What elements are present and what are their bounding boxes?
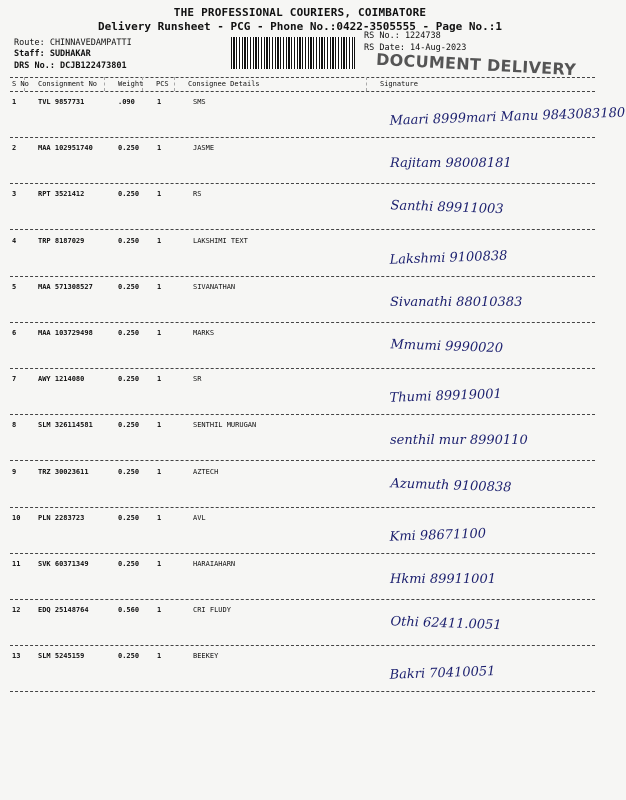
row-consignee: HARAIAHARN	[193, 560, 236, 568]
row-consignment-no: RPT 3521412	[38, 190, 85, 199]
row-divider	[10, 507, 595, 508]
row-sno: 12	[12, 606, 21, 615]
row-weight: 0.250	[118, 375, 140, 384]
row-sno: 9	[12, 467, 17, 476]
row-divider	[10, 322, 595, 323]
document-delivery-stamp: DOCUMENT DELIVERY	[375, 49, 577, 80]
row-pcs: 1	[157, 467, 162, 476]
row-pcs: 1	[157, 375, 162, 384]
row-consignee: LAKSHIMI TEXT	[193, 236, 248, 245]
row-divider	[10, 276, 595, 277]
row-weight: 0.250	[118, 421, 140, 430]
row-signature: Azumuth 9100838	[390, 475, 512, 496]
col-divider	[104, 77, 105, 91]
row-weight: 0.250	[118, 467, 140, 476]
col-divider	[24, 77, 25, 91]
row-consignment-no: SLM 326114581	[38, 421, 93, 430]
row-pcs: 1	[157, 606, 162, 615]
row-signature: Kmi 98671100	[389, 526, 487, 545]
row-sno: 1	[12, 98, 17, 106]
row-consignee: AZTECH	[193, 467, 219, 476]
row-signature: Thumi 89919001	[389, 387, 503, 406]
col-pcs: PCS	[156, 80, 169, 88]
row-divider	[10, 368, 595, 369]
row-consignment-no: EDQ 25148764	[38, 606, 89, 615]
row-pcs: 1	[157, 236, 162, 245]
row-consignment-no: TVL 9857731	[38, 98, 85, 106]
row-divider	[10, 460, 595, 461]
col-consignee: Consignee Details	[188, 80, 260, 88]
row-pcs: 1	[157, 282, 162, 291]
row-divider	[10, 137, 595, 138]
row-consignment-no: PLN 2283723	[38, 513, 85, 522]
row-consignment-no: TRZ 30023611	[38, 467, 89, 476]
row-consignee: RS	[193, 190, 202, 199]
row-signature: Bakri 70410051	[389, 664, 496, 684]
header-bottom-rule	[10, 91, 595, 92]
drs-number: DRS No.: DCJB122473801	[14, 61, 127, 71]
row-consignee: MARKS	[193, 329, 215, 337]
row-divider	[10, 553, 595, 554]
row-sno: 3	[12, 190, 17, 199]
row-weight: 0.250	[118, 560, 140, 568]
row-consignment-no: MAA 571308527	[38, 282, 93, 291]
barcode	[231, 37, 355, 69]
col-weight: Weight	[118, 80, 144, 88]
row-weight: .090	[118, 98, 135, 106]
col-divider	[366, 77, 367, 91]
row-consignee: SENTHIL MURUGAN	[193, 421, 257, 430]
row-signature: Maari 8999mari Manu 9843083180	[389, 105, 626, 129]
row-consignee: SIVANATHAN	[193, 282, 236, 291]
col-sno: S No	[12, 80, 29, 88]
row-divider	[10, 183, 595, 184]
row-pcs: 1	[157, 652, 162, 661]
row-consignee: CRI FLUDY	[193, 606, 231, 615]
row-consignee: SMS	[193, 98, 206, 106]
row-sno: 4	[12, 236, 17, 245]
row-sno: 5	[12, 282, 17, 291]
row-sno: 6	[12, 329, 17, 337]
row-sno: 10	[12, 513, 21, 522]
col-divider	[142, 77, 143, 91]
row-pcs: 1	[157, 329, 162, 337]
row-divider	[10, 599, 595, 600]
company-title: THE PROFESSIONAL COURIERS, COIMBATORE	[173, 6, 427, 19]
row-signature: Othi 62411.0051	[390, 614, 502, 634]
rs-number: RS No.: 1224738	[364, 31, 441, 41]
row-consignee: JASME	[193, 144, 215, 153]
row-pcs: 1	[157, 513, 162, 522]
row-sno: 7	[12, 375, 17, 384]
col-consignment: Consignment No	[38, 80, 98, 88]
row-consignee: SR	[193, 375, 202, 384]
row-signature: Hkmi 89911001	[390, 572, 496, 587]
row-weight: 0.250	[118, 144, 140, 153]
row-divider	[10, 691, 595, 692]
staff-label: Staff: SUDHAKAR	[14, 49, 91, 59]
row-weight: 0.250	[118, 282, 140, 291]
row-consignment-no: SVK 60371349	[38, 560, 89, 568]
row-weight: 0.250	[118, 236, 140, 245]
row-sno: 13	[12, 652, 21, 661]
row-signature: Rajitam 98008181	[390, 156, 512, 172]
row-signature: Santhi 89911003	[390, 198, 504, 218]
row-weight: 0.250	[118, 513, 140, 522]
row-divider	[10, 229, 595, 230]
row-consignment-no: TRP 8187029	[38, 236, 85, 245]
row-weight: 0.250	[118, 652, 140, 661]
row-weight: 0.250	[118, 190, 140, 199]
row-consignee: BEEKEY	[193, 652, 219, 661]
row-consignment-no: MAA 103729498	[38, 329, 93, 337]
column-header-row	[10, 77, 595, 91]
row-pcs: 1	[157, 98, 162, 106]
row-signature: Mmumi 9990020	[390, 337, 504, 357]
row-pcs: 1	[157, 144, 162, 153]
row-sno: 2	[12, 144, 17, 153]
row-pcs: 1	[157, 560, 162, 568]
row-sno: 8	[12, 421, 17, 430]
row-signature: Sivanathi 88010383	[390, 294, 523, 310]
row-consignment-no: AWY 1214080	[38, 375, 85, 384]
row-consignee: AVL	[193, 513, 206, 522]
row-consignment-no: MAA 102951740	[38, 144, 93, 153]
row-sno: 11	[12, 560, 21, 568]
row-weight: 0.560	[118, 606, 140, 615]
row-divider	[10, 645, 595, 646]
row-pcs: 1	[157, 190, 162, 199]
row-pcs: 1	[157, 421, 162, 430]
route-label: Route: CHINNAVEDAMPATTI	[14, 38, 132, 48]
col-divider	[174, 77, 175, 91]
rs-date: RS Date: 14-Aug-2023	[364, 43, 467, 53]
row-signature: senthil mur 8990110	[390, 433, 528, 449]
row-signature: Lakshmi 9100838	[389, 248, 508, 268]
row-divider	[10, 414, 595, 415]
row-weight: 0.250	[118, 329, 140, 337]
row-consignment-no: SLM 5245159	[38, 652, 85, 661]
runsheet-subtitle: Delivery Runsheet - PCG - Phone No.:0422-3505555 - Page No.:1	[98, 20, 502, 33]
col-signature: Signature	[380, 80, 418, 88]
